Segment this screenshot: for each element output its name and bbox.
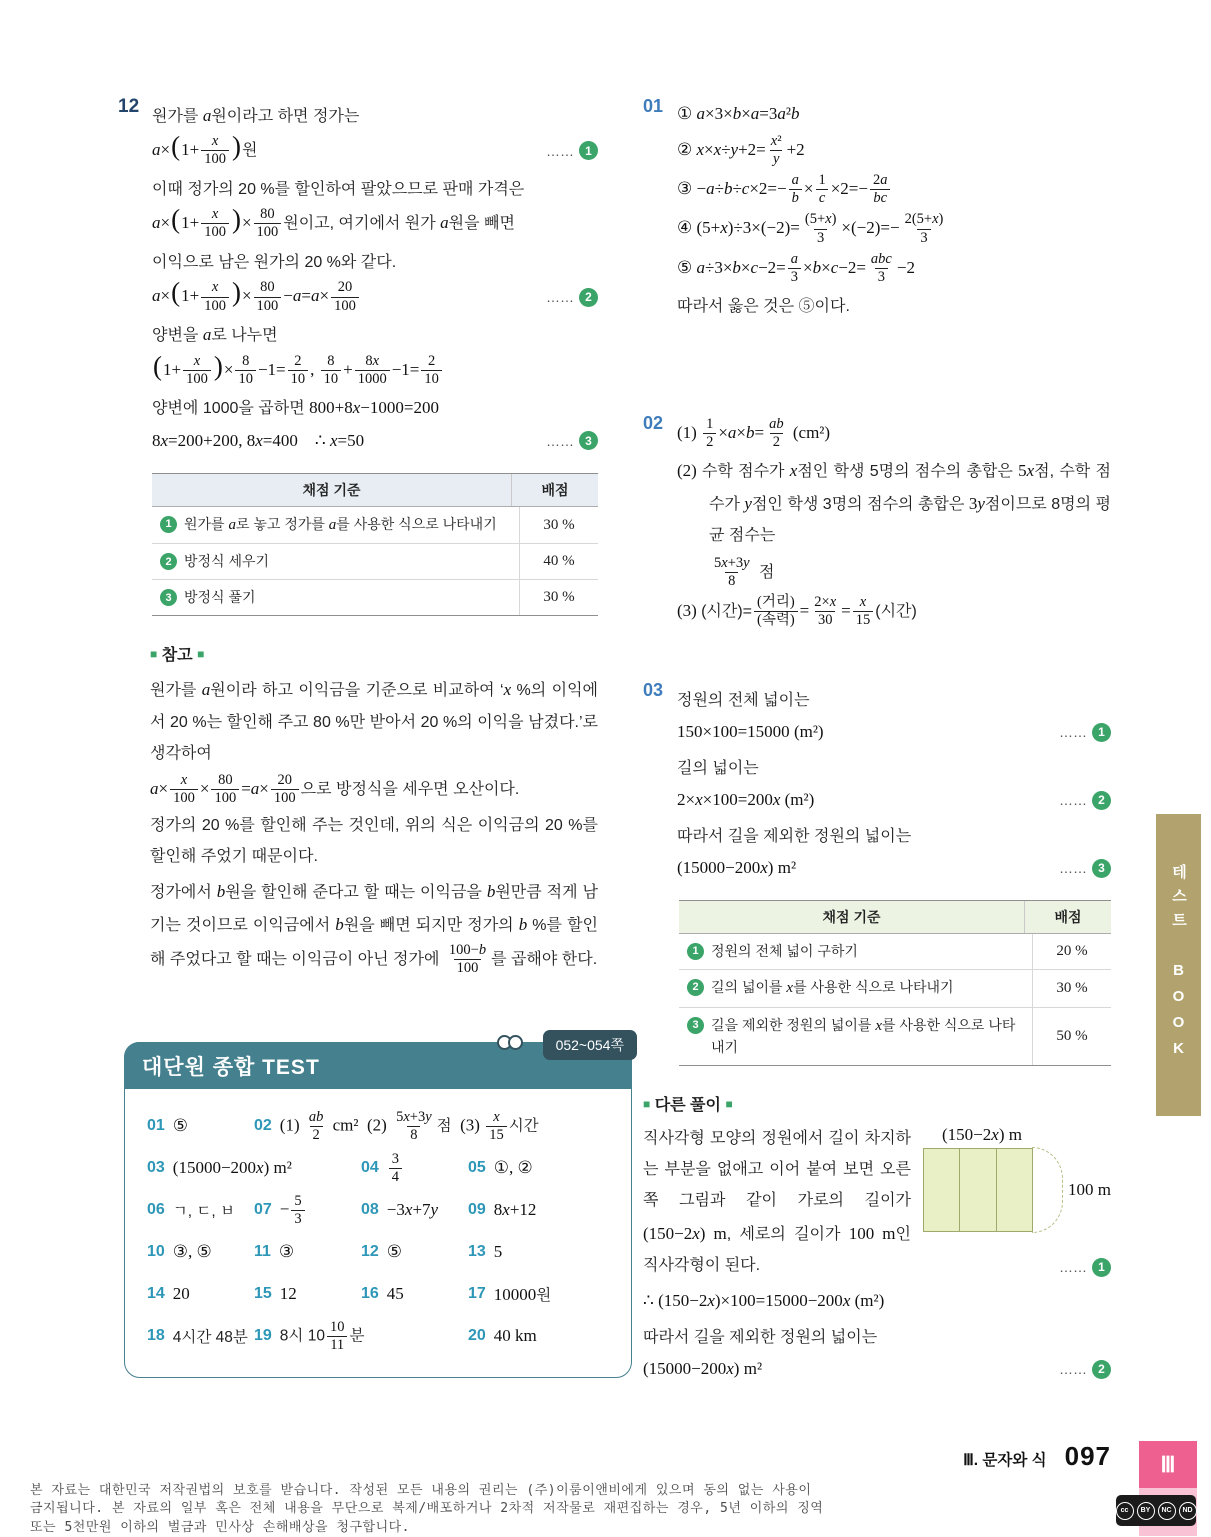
solution-line: 따라서 옳은 것은 ⑤이다.	[677, 298, 850, 316]
solution-line: 양변에 1000을 곱하면 800+8x−1000=200	[152, 398, 439, 418]
solution-line: (15000−200x) m² …… 2	[643, 1353, 1111, 1385]
solution-paragraph: (2) 수학 점수가 x점인 학생 5명의 점수의 총합은 5x점, 수학 점수가 y점인 학생 3명의 점수의 총합은 3y점이므로 8명의 평균 점수는	[677, 461, 1112, 545]
note-title: ■ 참고 ■	[150, 647, 205, 665]
solution-line: ④ (5+x)÷3×(−2)= $\frac{(5+x)}{3}$ ×(−2)=− $\frac{2(5+x)}{3}$	[677, 211, 944, 246]
note-paragraph: a× $\frac{x}{100}$ × $\frac{80}{100}$ =a× $\frac{20}{100}$ 으로 방정식을 세우면 오산이다.	[150, 771, 520, 807]
chapter-roman-numeral: Ⅲ	[1139, 1441, 1197, 1488]
answer-row	[141, 1105, 615, 1147]
solution-line: ∴ (150−2x)×100=15000−200x (m²)	[643, 1291, 885, 1311]
points-header: 배점	[1024, 901, 1111, 933]
solution-line: ⑤ a÷3×b×c−2= $\frac{a}{3}$ ×b×c−2= $\frac{\text{abc}}{3}$ −2	[677, 250, 915, 285]
answer-row	[141, 1315, 615, 1357]
step-badge: 2	[687, 979, 704, 996]
note-paragraph: 정가에서 b원을 할인해 준다고 할 때는 이익금을 b원만큼 적게 남기는 것이므로 이익금에서 b원을 빼면 되지만 정가의 b %를 할인해 주었다고 할 때는 이익금이 아닌 정가에 $\frac{100-b}{100}$ 를 곱해야 한다.	[150, 881, 598, 977]
side-tab-korean-label: 테스트	[1170, 864, 1187, 936]
answer-row	[141, 1231, 615, 1273]
answer-item: 06 ㄱ, ㄷ, ㅂ	[147, 1201, 235, 1221]
answer-item: 20 40 km	[468, 1326, 537, 1346]
score-cell: 50 %	[1032, 1008, 1111, 1066]
solution-line: 8x=200+200, 8x=400 ∴ x=50 …… 3	[152, 425, 598, 457]
step-marker: …… 1	[1059, 723, 1111, 742]
answer-item: 04 $\frac{3}{4}$	[361, 1150, 468, 1187]
cc-license-badge	[1116, 1495, 1196, 1526]
answer-item: 19 8시 10 $\frac{10}{11}$ 분	[254, 1318, 365, 1353]
garden-strip	[996, 1148, 1033, 1232]
cc-nc-icon: NC	[1158, 1502, 1176, 1520]
table-row: 1 원가를 a로 놓고 정가를 a를 사용한 식으로 나타내기 30 %	[152, 507, 598, 544]
grading-table	[679, 900, 1111, 1066]
problem-12-solution	[118, 96, 598, 459]
solution-line: (15000−200x) m² …… 3	[677, 852, 1111, 884]
solution-line: 150×100=15000 (m²) …… 1	[677, 716, 1111, 748]
table-row: 1 정원의 전체 넓이 구하기 20 %	[679, 934, 1111, 969]
step-marker: …… 3	[546, 431, 598, 450]
chapter-test-answer-box	[124, 1037, 632, 1378]
solution-line: a×(1+ $\frac{x}{100}$ )× $\frac{80}{100}$ 원이고, 여기에서 원가 a원을 빼면	[152, 204, 515, 241]
left-column	[118, 96, 624, 1378]
solution-line: 따라서 길을 제외한 정원의 넓이는	[643, 1328, 878, 1346]
answer-row	[141, 1189, 615, 1231]
criteria-header: 채점 기준	[302, 481, 361, 498]
side-tab-test-book	[1156, 814, 1201, 1116]
score-cell: 30 %	[519, 507, 598, 544]
table-header	[679, 901, 1111, 934]
note-paragraph: 원가를 a원이라 하고 이익금을 기준으로 비교하여 ‘x %의 이익에서 20 %는 할인해 주고 80 %만 받아서 20 %의 이익을 남겼다.’로 생각하여	[150, 680, 598, 762]
note-paragraph: 정가의 20 %를 할인해 주는 것인데, 위의 식은 이익금의 20 %를 할인해 주었기 때문이다.	[150, 817, 598, 866]
answer-item: 08 −3x+7y	[361, 1200, 439, 1220]
solution-line: ③ −a÷b÷c×2=− $\frac{a}{b}$ × $\frac{1}{c}$ ×2=− $\frac{2a}{bc}$	[677, 171, 1111, 208]
answer-item: 12 ⑤	[361, 1242, 403, 1262]
solution-line: 이때 정가의 20 %를 할인하여 팔았으므로 판매 가격은	[152, 180, 525, 198]
square-bullet-icon: ■	[643, 1097, 651, 1112]
solution-line: ② x×x÷y+2= $\frac{\text{x²}}{y}$ +2	[677, 133, 805, 168]
garden-diagram	[923, 1125, 1111, 1233]
garden-strip	[959, 1148, 996, 1232]
solution-line: 양변을 a로 나누면	[152, 325, 278, 345]
alternative-solution	[643, 1092, 1111, 1385]
solution-line: ① a×3×b×a=3a²b	[677, 104, 800, 123]
step-badge: 3	[687, 1017, 704, 1034]
reference-note	[150, 642, 598, 978]
removed-path-dashed-outline	[1032, 1147, 1063, 1233]
problem-number: 01	[643, 96, 664, 116]
garden-rectangle	[923, 1148, 1032, 1232]
answer-item: 09 8x+12	[468, 1200, 537, 1220]
step-badge: 1	[160, 516, 177, 533]
alt-paragraph: 직사각형 모양의 정원에서 길이 차지하는 부분을 없애고 이어 붙여 보면 오른쪽 그림과 같이 가로의 길이가 (150−2x) m, 세로의 길이가 100 m인 직사각형이 된다.	[643, 1130, 911, 1274]
problem-03-solution	[643, 680, 1111, 886]
side-tab-latin-label: BOOK	[1170, 962, 1187, 1066]
answer-item: 01 ⑤	[147, 1116, 189, 1136]
score-cell: 40 %	[519, 544, 598, 579]
solution-line: 길의 넓이는	[677, 759, 759, 777]
right-column	[643, 96, 1111, 1387]
solution-line: 이익으로 남은 원가의 20 %와 같다.	[152, 253, 397, 271]
answer-item: 14 20	[147, 1284, 190, 1304]
step-badge: 3	[160, 589, 177, 606]
link-rings-icon	[497, 1035, 523, 1050]
solution-line: (3) (시간)= $\frac{\text{(거리)}}{\text{(속력)}}$ = $\frac{2\times x}{30}$ = $\frac{x}{15}$ (시간)	[677, 593, 917, 628]
cc-nd-icon: ND	[1179, 1502, 1197, 1520]
answer-item: 10 ③, ⑤	[147, 1242, 212, 1262]
answer-item: 15 12	[254, 1284, 297, 1304]
answer-item: 11 ③	[254, 1242, 295, 1262]
diagram-height-label: 100 m	[1068, 1180, 1111, 1200]
step-marker: …… 2	[1059, 1360, 1111, 1379]
problem-number: 02	[643, 412, 664, 433]
answer-item: 18 4시간 48분	[147, 1327, 248, 1347]
step-marker: …… 2	[546, 288, 598, 307]
solution-line: a×(1+ $\frac{x}{100}$ )원 …… 1	[152, 132, 598, 169]
solution-line: (1+ $\frac{x}{100}$ )× $\frac{8}{10}$ −1= $\frac{2}{10}$ , $\frac{8}{10}$ + $\frac{8x}{1000}$ −1= $\frac{2}{10}$	[152, 352, 598, 389]
solution-line: (1) $\frac{1}{2}$ ×a×b= $\frac{ab}{2}$ (cm²)	[677, 415, 831, 450]
square-bullet-icon: ■	[725, 1097, 733, 1112]
table-header	[152, 474, 598, 507]
score-cell: 30 %	[1032, 970, 1111, 1007]
test-box-header: 대단원 종합 TEST	[124, 1042, 632, 1089]
step-marker: …… 3	[1059, 859, 1111, 878]
answer-row	[141, 1273, 615, 1315]
copyright-line: 또는 5천만원 이하의 벌금과 민사상 손해배상을 청구합니다.	[30, 1519, 411, 1535]
answer-item: 13 5	[468, 1242, 503, 1262]
answer-item: 16 45	[361, 1284, 404, 1304]
solution-line: 따라서 길을 제외한 정원의 넓이는	[677, 827, 912, 845]
answer-item: 02 (1) $\frac{ab}{2}$ cm² (2) $\frac{5x+3y}{8}$ 점 (3) $\frac{x}{15}$ 시간	[254, 1108, 539, 1143]
copyright-line: 본 자료는 대한민국 저작권법의 보호를 받습니다. 작성된 모든 내용의 권리는 (주)이룸이앤비에게 있으며 동의 없는 사용이	[30, 1483, 812, 1498]
problem-02-solution	[643, 413, 1111, 632]
answer-item: 05 ①, ②	[468, 1158, 533, 1178]
step-badge: 2	[160, 553, 177, 570]
answer-item: 03 (15000−200x) m²	[147, 1158, 292, 1178]
copyright-notice	[30, 1482, 1070, 1537]
answer-row	[141, 1147, 615, 1189]
criteria-header: 채점 기준	[822, 909, 881, 926]
table-row: 3 방정식 풀기 30 %	[152, 579, 598, 615]
score-cell: 30 %	[519, 580, 598, 615]
solution-line: 정원의 전체 넓이는	[677, 691, 810, 709]
grading-table	[152, 473, 598, 617]
solution-line: a×(1+ $\frac{x}{100}$ )× $\frac{80}{100}$ −a=a× $\frac{20}{100}$ …… 2	[152, 278, 598, 315]
chapter-title: Ⅲ. 문자와 식	[963, 1452, 1047, 1469]
square-bullet-icon: ■	[150, 647, 158, 662]
problem-number: 03	[643, 680, 664, 701]
diagram-width-label: (150−2x) m	[942, 1125, 1022, 1145]
page-number: 097	[1064, 1441, 1111, 1471]
table-row: 3 길을 제외한 정원의 넓이를 x를 사용한 식으로 나타내기 50 %	[679, 1007, 1111, 1066]
cc-icon: cc	[1116, 1502, 1134, 1520]
table-row: 2 방정식 세우기 40 %	[152, 543, 598, 579]
copyright-line: 금지됩니다. 본 자료의 일부 혹은 전체 내용을 무단으로 복제/배포하거나 2차적 저작물로 재편집하는 경우, 5년 이하의 징역	[30, 1501, 824, 1517]
step-marker: …… 1	[546, 141, 598, 160]
problem-number: 12	[118, 96, 140, 117]
footer-chapter-line	[643, 1441, 1111, 1472]
answer-item: 07 − $\frac{5}{3}$	[254, 1192, 361, 1229]
garden-strip	[923, 1148, 960, 1232]
cc-by-icon: BY	[1137, 1502, 1155, 1520]
table-row: 2 길의 넓이를 x를 사용한 식으로 나타내기 30 %	[679, 969, 1111, 1007]
step-badge: 1	[687, 943, 704, 960]
square-bullet-icon: ■	[197, 647, 205, 662]
step-marker: …… 1	[1059, 1258, 1111, 1277]
score-cell: 20 %	[1032, 934, 1111, 969]
answer-item: 17 10000원	[468, 1285, 552, 1305]
solution-line: 원가를 a원이라고 하면 정가는	[152, 105, 360, 125]
page-range-tag: 052~054쪽	[543, 1030, 637, 1060]
problem-01-solution	[643, 96, 1111, 323]
note-title: ■ 다른 풀이 ■	[643, 1097, 733, 1115]
step-marker: …… 2	[1059, 791, 1111, 810]
solution-line: 2×x×100=200x (m²) …… 2	[677, 784, 1111, 816]
points-header: 배점	[511, 474, 598, 506]
solution-line: $\frac{5x+3y}{8}$ 점	[714, 554, 775, 589]
